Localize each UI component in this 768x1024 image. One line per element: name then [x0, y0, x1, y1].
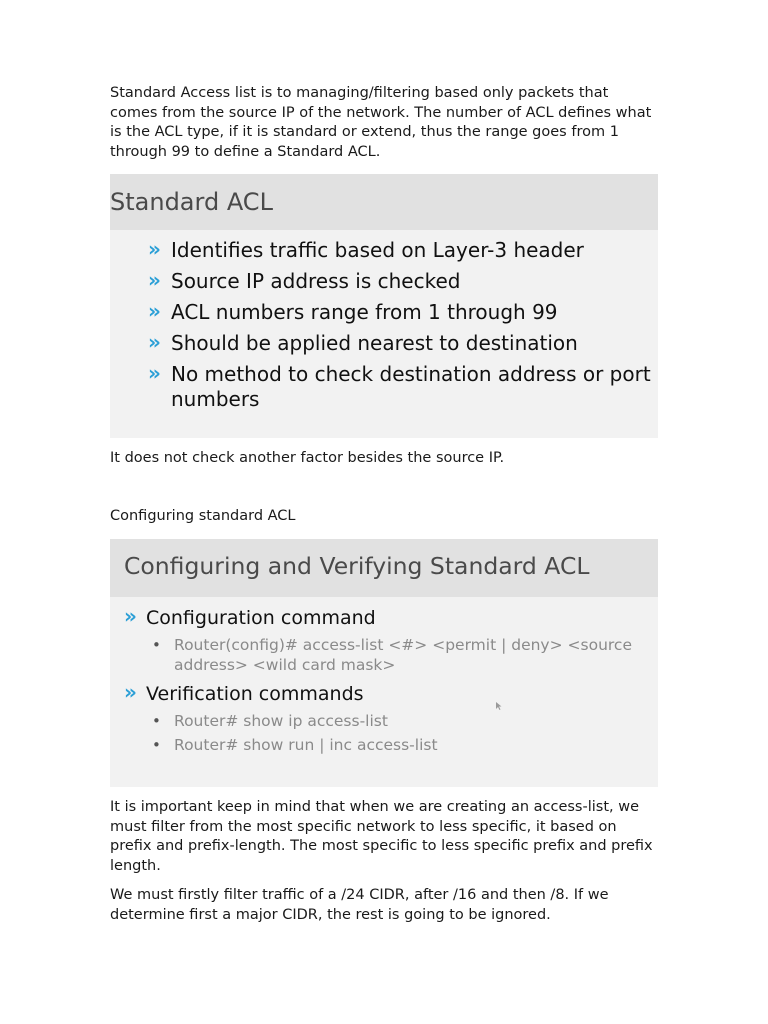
bullet-text: ACL numbers range from 1 through 99: [171, 300, 558, 324]
slide-bullet: [148, 238, 658, 263]
sub-bullet-text: Router# show run | inc access-list: [174, 736, 438, 754]
slide-bullet: [148, 269, 658, 294]
sub-bullet-text: Router(config)# access-list <#> <permit | deny> <source address> <wild card mask>: [174, 636, 632, 674]
chevron-icon: »: [148, 361, 161, 385]
sub-bullet-list: [124, 635, 658, 675]
bullet-text: Verification commands: [146, 683, 364, 705]
chevron-icon: »: [148, 237, 161, 261]
after-slide-paragraph: It does not check another factor besides the source IP.: [110, 450, 505, 466]
slide-bullet: [124, 605, 658, 631]
bullet-text: No method to check destination address or port numbers: [171, 362, 651, 411]
sub-bullet-list: [124, 711, 658, 755]
slide-bullet: [148, 362, 658, 412]
section-heading: Configuring standard ACL: [110, 508, 296, 524]
sub-bullet: [152, 711, 658, 731]
chevron-icon: »: [124, 604, 137, 628]
slide-bullet: [148, 331, 658, 356]
closing-paragraph-2: We must firstly filter traffic of a /24 CIDR, after /16 and then /8. If we determine first a major CIDR, the rest is going to be ignored.: [110, 887, 609, 923]
bullet-text: Source IP address is checked: [171, 269, 461, 293]
bullet-text: Should be applied nearest to destination: [171, 331, 578, 355]
dot-icon: •: [152, 636, 161, 654]
slide-bullet: [148, 300, 658, 325]
slide-bullet: [124, 681, 658, 707]
bullet-text: Identifies traffic based on Layer-3 header: [171, 238, 584, 262]
chevron-icon: »: [124, 680, 137, 704]
mouse-cursor-icon: [496, 702, 502, 710]
dot-icon: •: [152, 736, 161, 754]
slide-title: Configuring and Verifying Standard ACL: [110, 539, 658, 597]
sub-bullet: [152, 735, 658, 755]
chevron-icon: »: [148, 268, 161, 292]
slide-bullet-list: [110, 230, 658, 412]
sub-bullet-text: Router# show ip access-list: [174, 712, 388, 730]
slide-bullet-list: [110, 597, 658, 755]
intro-paragraph: Standard Access list is to managing/filtering based only packets that comes from the source IP of the network. The number of ACL defines what is the ACL type, if it is standard or extend, thus the range goes from 1 through 99 to define a Standard ACL.: [110, 85, 652, 160]
slide-title: Standard ACL: [110, 174, 658, 230]
sub-bullet: [152, 635, 658, 675]
closing-paragraph-1: It is important keep in mind that when we are creating an access-list, we must filter from the most specific network to less specific, it based on prefix and prefix-length. The most specific to less specific prefix and prefix length.: [110, 799, 653, 874]
chevron-icon: »: [148, 330, 161, 354]
bullet-text: Configuration command: [146, 607, 376, 629]
dot-icon: •: [152, 712, 161, 730]
standard-acl-slide: [110, 174, 658, 438]
chevron-icon: »: [148, 299, 161, 323]
configuring-acl-slide: [110, 539, 658, 787]
